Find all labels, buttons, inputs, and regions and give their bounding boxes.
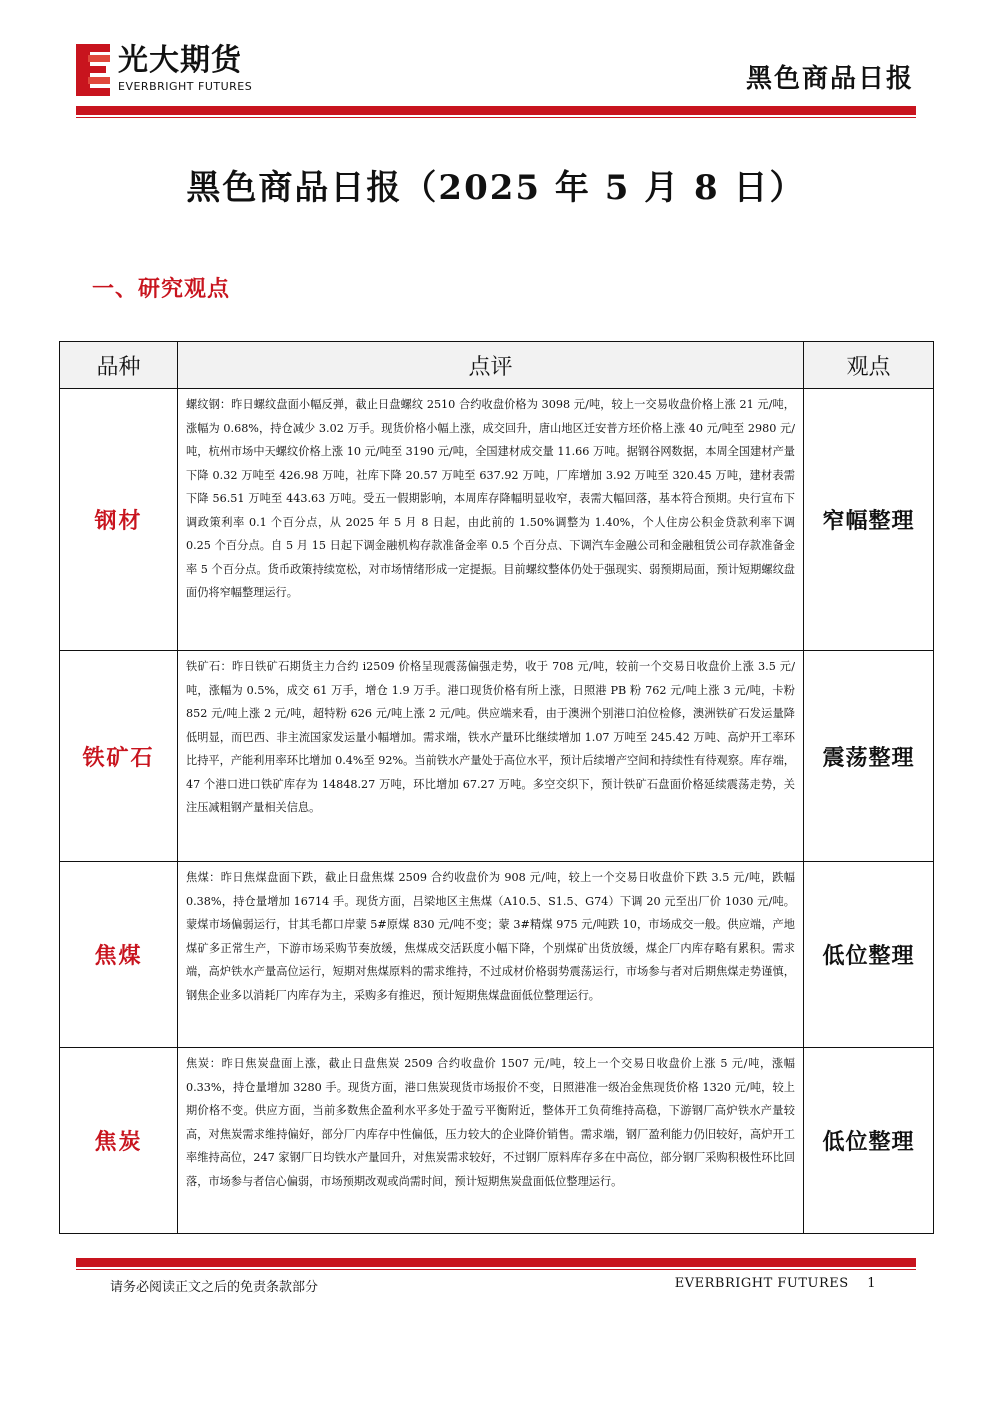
column-header-view: 观点 (804, 342, 934, 389)
variety-cell: 焦煤 (60, 862, 178, 1048)
footer-divider-thin (76, 1269, 916, 1270)
header-divider (76, 106, 916, 115)
variety-cell: 铁矿石 (60, 651, 178, 862)
footer-divider (76, 1258, 916, 1267)
logo-chinese-name: 光大期货 (118, 43, 242, 78)
view-cell: 震荡整理 (804, 651, 934, 862)
view-cell: 窄幅整理 (804, 389, 934, 651)
table-row (60, 862, 934, 1048)
variety-cell: 焦炭 (60, 1048, 178, 1234)
everbright-logo-icon (76, 44, 112, 96)
page-number: 1 (867, 1276, 876, 1291)
comment-cell: 焦煤：昨日焦煤盘面下跌，截止日盘焦煤 2509 合约收盘价为 908 元/吨，较上一个交易日收盘价下跌 3.5 元/吨，跌幅 0.38%，持仓量增加 16714 手。现货方面，吕梁地区主焦煤（A10.5、S1.5、G74）下调 20 元至出厂价 1030 元/吨。蒙煤市场偏弱运行，甘其毛都口岸蒙 5#原煤 830 元/吨不变；蒙 3#精煤 975 元/吨跌 10，市场成交一般。供应端，产地煤矿多正常生产，下游市场采购节奏放缓，焦煤成交活跃度小幅下降，个别煤矿出货放缓，煤企厂内库存略有累积。需求端，高炉铁水产量高位运行，短期对焦煤原料的需求维持，不过成材价格弱势震荡运行，市场参与者对后期焦煤走势谨慎，钢焦企业多以消耗厂内库存为主，采购多有推迟，预计短期焦煤盘面低位整理运行。 (178, 862, 804, 1048)
research-views-table (59, 341, 934, 1234)
column-header-variety: 品种 (60, 342, 178, 389)
comment-cell: 螺纹钢：昨日螺纹盘面小幅反弹，截止日盘螺纹 2510 合约收盘价格为 3098 元/吨，较上一交易收盘价格上涨 21 元/吨，涨幅为 0.68%，持仓减少 3.02 万手。现货价格小幅上涨，成交回升，唐山地区迁安普方坯价格上涨 40 元/吨至 2980 元/吨，杭州市场中天螺纹价格上涨 10 元/吨至 3190 元/吨，全国建材成交量 11.66 万吨。据钢谷网数据，本周全国建材产量下降 0.32 万吨至 426.98 万吨，社库下降 20.57 万吨至 637.92 万吨，厂库增加 3.92 万吨至 320.45 万吨，建材表需下降 56.51 万吨至 443.63 万吨。受五一假期影响，本周库存降幅明显收窄，表需大幅回落，基本符合预期。央行宣布下调政策利率 0.1 个百分点，从 2025 年 5 月 8 日起，由此前的 1.50%调整为 1.40%，个人住房公积金贷款利率下调 0.25 个百分点。自 5 月 15 日起下调金融机构存款准备金率 0.5 个百分点、下调汽车金融公司和金融租赁公司存款准备金率 5 个百分点。货币政策持续宽松，对市场情绪形成一定提振。目前螺纹整体仍处于强现实、弱预期局面，预计短期螺纹盘面仍将窄幅整理运行。 (178, 389, 804, 651)
view-cell: 低位整理 (804, 1048, 934, 1234)
footer-brand (675, 1276, 876, 1291)
variety-cell: 钢材 (60, 389, 178, 651)
comment-cell: 铁矿石：昨日铁矿石期货主力合约 i2509 价格呈现震荡偏强走势，收于 708 元/吨，较前一个交易日收盘价上涨 3.5 元/吨，涨幅为 0.5%，成交 61 万手，增仓 1.9 万手。港口现货价格有所上涨，日照港 PB 粉 762 元/吨上涨 3 元/吨，卡粉 852 元/吨上涨 2 元/吨，超特粉 626 元/吨上涨 2 元/吨。供应端来看，由于澳洲个别港口泊位检修，澳洲铁矿石发运量降低明显，而巴西、非主流国家发运量小幅增加。需求端，铁水产量环比继续增加 1.07 万吨至 245.42 万吨、高炉开工率环比持平，产能利用率环比增加 0.4%至 92%。当前铁水产量处于高位水平，预计后续增产空间和持续性有待观察。库存端，47 个港口进口铁矿库存为 14848.27 万吨，环比增加 67.27 万吨。多空交织下，预计铁矿石盘面价格延续震荡走势，关注压减粗钢产量相关信息。 (178, 651, 804, 862)
disclaimer-note: 请务必阅读正文之后的免责条款部分 (110, 1280, 319, 1295)
table-row (60, 1048, 934, 1234)
document-title: 黑色商品日报（2025 年 5 月 8 日） (186, 168, 806, 208)
section-heading: 一、研究观点 (92, 276, 231, 302)
table-row (60, 651, 934, 862)
table-header-row (60, 342, 934, 389)
comment-cell: 焦炭：昨日焦炭盘面上涨，截止日盘焦炭 2509 合约收盘价 1507 元/吨，较上一个交易日收盘价上涨 5 元/吨，涨幅 0.33%，持仓量增加 3280 手。现货方面，港口焦炭现货市场报价不变，日照港准一级冶金焦现货价格 1320 元/吨，较上期价格不变。供应方面，当前多数焦企盈利水平多处于盈亏平衡附近，整体开工负荷维持高稳，下游钢厂高炉铁水产量较高，对焦炭需求维持偏好，部分厂内库存中性偏低，压力较大的企业降价销售。需求端，钢厂盈利能力仍旧较好，高炉开工率维持高位，247 家钢厂日均铁水产量回升，对焦炭需求较好，不过钢厂原料库存多在中高位，部分钢厂采购积极性环比回落，市场参与者信心偏弱，市场预期改观或尚需时间，预计短期焦炭盘面低位整理运行。 (178, 1048, 804, 1234)
table-row (60, 389, 934, 651)
company-logo (76, 42, 286, 98)
header-divider-thin (76, 117, 916, 118)
view-cell: 低位整理 (804, 862, 934, 1048)
column-header-comment: 点评 (178, 342, 804, 389)
footer-brand-name: EVERBRIGHT FUTURES (674, 1276, 849, 1291)
report-name: 黑色商品日报 (745, 64, 914, 94)
logo-english-name: EVERBRIGHT FUTURES (118, 80, 253, 93)
